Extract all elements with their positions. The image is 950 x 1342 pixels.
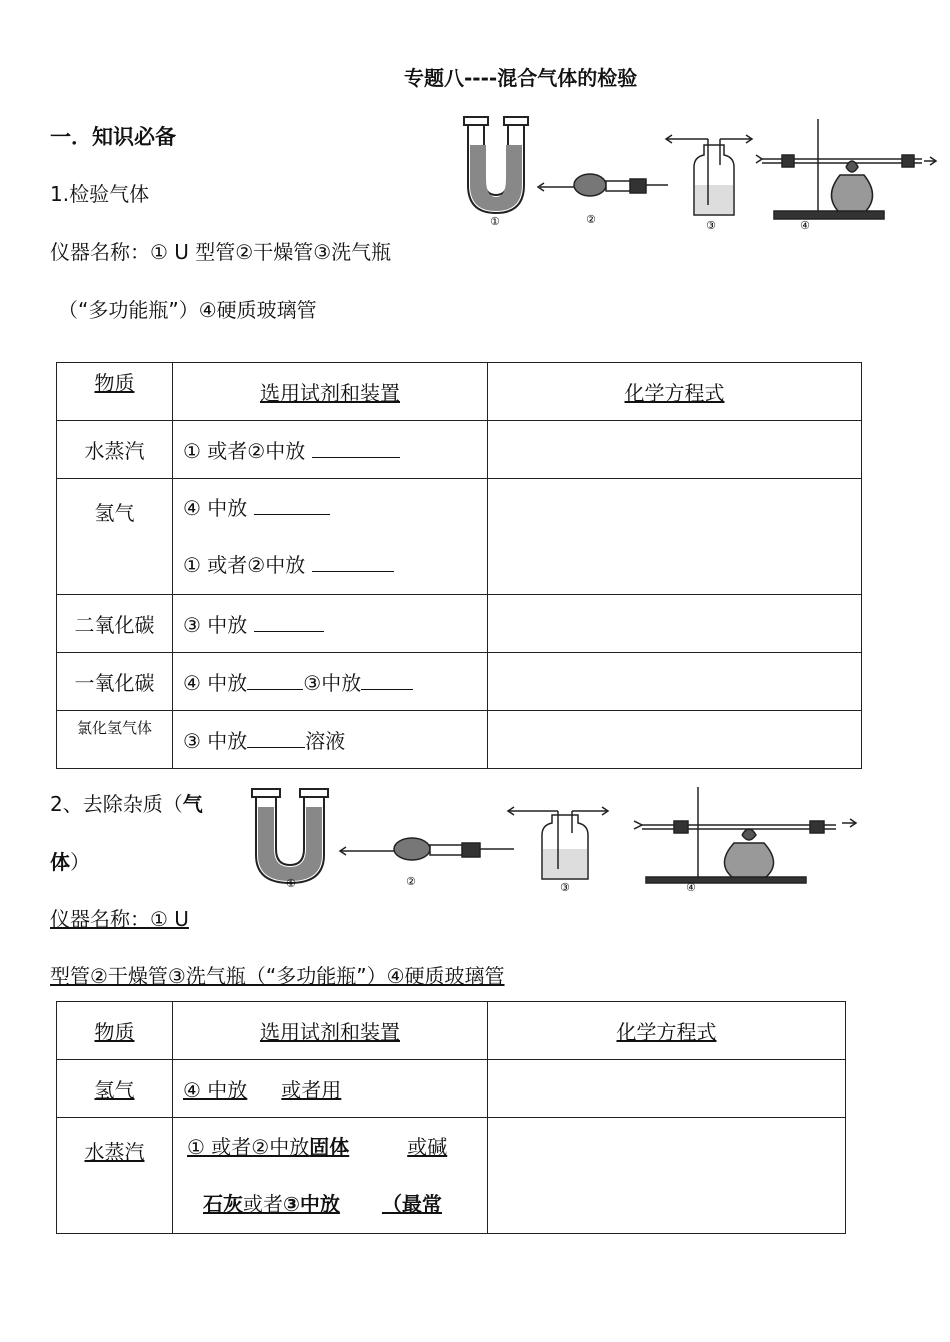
table-row (57, 479, 862, 595)
label-2: ② (406, 875, 416, 888)
blank-field[interactable] (254, 496, 330, 515)
reagent-text-line (183, 1078, 381, 1102)
header-reagent: 选用试剂和装置 (260, 1020, 400, 1044)
table-row (57, 595, 862, 653)
equation-cell[interactable] (488, 653, 862, 711)
header-equation: 化学方程式 (624, 381, 725, 405)
subsection-title-2 (50, 788, 203, 817)
reagent-text: ③ 中放 (183, 613, 248, 637)
reagent-text-line (187, 1119, 487, 1176)
equation-cell[interactable] (488, 711, 862, 769)
equation-cell[interactable] (488, 1060, 846, 1118)
cell-substance: 一氧化碳 (57, 653, 173, 711)
instrument-names-cont: （“多功能瓶”）④硬质玻璃管 (58, 298, 317, 322)
label-2: ② (586, 213, 596, 226)
table-row (57, 1060, 846, 1118)
subsection-title-2-cont (50, 846, 90, 875)
drying-tube-image (340, 838, 514, 860)
equation-cell[interactable] (488, 421, 862, 479)
reagent-text: ① 或者②中放 (187, 1134, 310, 1159)
blank-field[interactable] (312, 553, 394, 572)
reagent-text: ④ 中放 (183, 495, 248, 520)
blank-field[interactable] (361, 671, 413, 690)
label-1: ① (286, 877, 296, 890)
reagent-bold: （最常 (381, 1191, 442, 1216)
reagent-text: ① 或者②中放 (183, 439, 306, 463)
subsection-bold: 气 (182, 792, 203, 816)
blank-field[interactable] (312, 439, 400, 458)
reagent-bold: ③中放 (283, 1191, 340, 1216)
reagent-text: 或碱 (407, 1134, 448, 1159)
equation-cell[interactable] (488, 479, 862, 595)
reagent-bold: 固体 (309, 1134, 350, 1159)
gas-bottle-image (508, 807, 608, 879)
reagent-text: ④ 中放 (183, 671, 248, 695)
hard-glass-tube-image (756, 119, 936, 219)
cell-substance: 氯化氢气体 (57, 711, 173, 769)
gas-bottle-image (666, 135, 752, 215)
blank-field[interactable] (254, 613, 324, 632)
cell-substance: 氢气 (94, 1078, 135, 1102)
label-4: ④ (686, 881, 696, 894)
hard-glass-tube-image (634, 787, 856, 883)
header-equation: 化学方程式 (616, 1020, 717, 1044)
reagent-text: ③中放 (303, 671, 362, 695)
section-heading: 一．知识必备 (50, 125, 176, 149)
label-3: ③ (560, 881, 570, 894)
instrument-names-2-cont: 型管②干燥管③洗气瓶（“多功能瓶”）④硬质玻璃管 (50, 964, 505, 988)
page-title: 专题八----混合气体的检验 (404, 66, 638, 90)
label-1: ① (490, 215, 500, 228)
header-substance: 物质 (94, 1020, 135, 1044)
drying-tube-image (538, 174, 668, 196)
reagent-text: 或者用 (281, 1078, 342, 1102)
instrument-names-2: 仪器名称：① U (50, 907, 189, 931)
purification-table (56, 1001, 846, 1234)
reagent-text: 或者 (243, 1191, 283, 1216)
cell-substance: 二氧化碳 (57, 595, 173, 653)
reagent-text: ④ 中放 (183, 1078, 248, 1102)
table-row (57, 653, 862, 711)
table-row (57, 1118, 846, 1234)
table-row (57, 421, 862, 479)
cell-substance: 氢气 (57, 479, 173, 595)
u-tube-image (464, 117, 528, 213)
reagent-text-line (187, 1176, 487, 1233)
instrument-names: 仪器名称：① U 型管②干燥管③洗气瓶 (50, 240, 392, 264)
table-row (57, 711, 862, 769)
label-3: ③ (706, 219, 716, 232)
reagent-text: ① 或者②中放 (183, 552, 306, 577)
subsection-bold: 体 (50, 850, 70, 874)
apparatus-figure-2 (246, 785, 866, 897)
blank-field[interactable] (247, 729, 305, 748)
header-reagent: 选用试剂和装置 (260, 381, 400, 405)
cell-substance: 水蒸汽 (57, 421, 173, 479)
cell-substance: 水蒸汽 (84, 1140, 145, 1164)
subsection-title: 1.检验气体 (50, 182, 150, 206)
equation-cell[interactable] (488, 595, 862, 653)
equation-cell[interactable] (488, 1118, 846, 1234)
detection-table (56, 362, 862, 769)
header-substance: 物质 (94, 371, 135, 395)
reagent-bold: 石灰 (203, 1191, 243, 1216)
u-tube-image (252, 789, 328, 883)
label-4: ④ (800, 219, 810, 232)
subsection-text: 2、去除杂质（ (50, 792, 183, 816)
apparatus-figure (462, 115, 942, 235)
reagent-text: 溶液 (305, 729, 346, 753)
blank-field[interactable] (247, 671, 303, 690)
subsection-text: ） (70, 850, 90, 874)
reagent-text: ③ 中放 (183, 729, 248, 753)
